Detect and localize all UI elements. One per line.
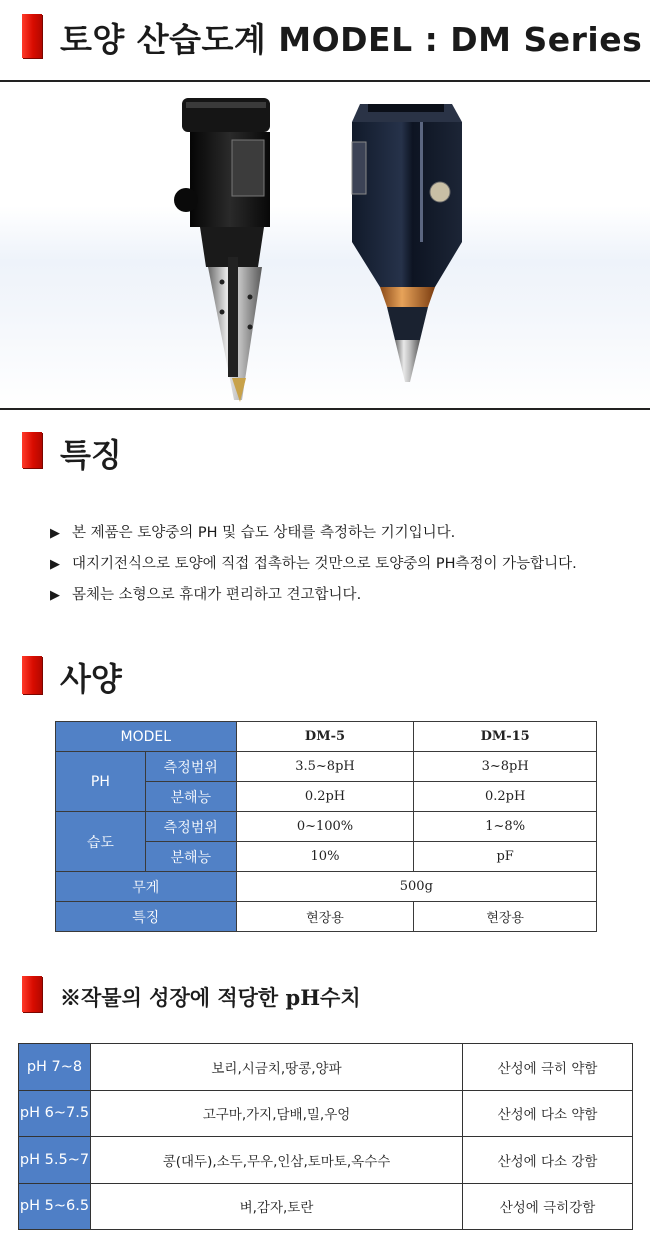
crops: 고구마,가지,담배,밀,우엉 (91, 1090, 463, 1137)
spec-table (55, 721, 597, 932)
title-bar (0, 0, 650, 80)
features-heading (22, 432, 322, 472)
table-row (56, 902, 597, 932)
title-marker-icon (22, 14, 42, 58)
humidity-resolution-label: 분해능 (145, 842, 236, 872)
feature-text: 몸체는 소형으로 휴대가 편리하고 견고합니다. (72, 587, 362, 603)
arrow-bullet-icon: ▶ (50, 526, 60, 541)
ph-range-dm15: 3~8pH (414, 752, 597, 782)
ph-resolution-dm15: 0.2pH (414, 782, 597, 812)
ph-resolution-dm5: 0.2pH (236, 782, 414, 812)
weight-value: 500g (236, 872, 596, 902)
ph-marker-icon (22, 976, 42, 1012)
ph-value: pH 5~6.5 (19, 1183, 91, 1230)
ph-range-dm5: 3.5~8pH (236, 752, 414, 782)
table-row (19, 1044, 633, 1091)
feature-label: 특징 (56, 902, 237, 932)
list-item (50, 549, 640, 580)
crops: 벼,감자,토란 (91, 1183, 463, 1230)
list-item (50, 518, 640, 549)
features-list (50, 518, 640, 611)
table-row (19, 1183, 633, 1230)
feature-dm5: 현장용 (236, 902, 414, 932)
humidity-range-dm15: 1~8% (414, 812, 597, 842)
crops: 콩(대두),소두,무우,인삼,토마토,옥수수 (91, 1137, 463, 1184)
feature-text: 대지기전식으로 토양에 직접 접촉하는 것만으로 토양중의 PH측정이 가능합니다. (72, 556, 577, 572)
ph-value: pH 6~7.5 (19, 1090, 91, 1137)
weight-label: 무게 (56, 872, 237, 902)
table-row (56, 872, 597, 902)
specs-marker-icon (22, 656, 42, 694)
humidity-resolution-dm5: 10% (236, 842, 414, 872)
model-dm15: DM-15 (414, 722, 597, 752)
acidity: 산성에 극히 약함 (463, 1044, 633, 1091)
acidity: 산성에 다소 강함 (463, 1137, 633, 1184)
ph-heading-text: ※작물의 성장에 적당한 pH수치 (60, 985, 361, 1010)
acidity: 산성에 극히강함 (463, 1183, 633, 1230)
feature-dm15: 현장용 (414, 902, 597, 932)
table-row (19, 1090, 633, 1137)
model-dm5: DM-5 (236, 722, 414, 752)
specs-heading (22, 656, 322, 696)
features-marker-icon (22, 432, 42, 468)
table-row (56, 752, 597, 782)
specs-heading-text: 사양 (60, 660, 122, 698)
meter-dm5-icon (174, 98, 270, 402)
acidity: 산성에 다소 약함 (463, 1090, 633, 1137)
meter-dm15-icon (352, 104, 462, 382)
product-illustration (0, 82, 650, 410)
table-row (19, 1137, 633, 1184)
arrow-bullet-icon: ▶ (50, 557, 60, 572)
humidity-range-label: 측정범위 (145, 812, 236, 842)
humidity-range-dm5: 0~100% (236, 812, 414, 842)
ph-value: pH 5.5~7 (19, 1137, 91, 1184)
model-label: MODEL (56, 722, 237, 752)
ph-table (18, 1043, 633, 1230)
product-photo (0, 80, 650, 410)
table-row (56, 722, 597, 752)
crops: 보리,시금치,땅콩,양파 (91, 1044, 463, 1091)
features-heading-text: 특징 (60, 436, 122, 474)
ph-range-label: 측정범위 (145, 752, 236, 782)
ph-resolution-label: 분해능 (145, 782, 236, 812)
ph-label: PH (56, 752, 146, 812)
list-item (50, 580, 640, 611)
arrow-bullet-icon: ▶ (50, 588, 60, 603)
ph-heading (22, 976, 422, 1016)
feature-text: 본 제품은 토양중의 PH 및 습도 상태를 측정하는 기기입니다. (72, 525, 456, 541)
table-row (56, 812, 597, 842)
humidity-resolution-dm15: pF (414, 842, 597, 872)
page-title: 토양 산습도계 MODEL : DM Series (60, 20, 643, 59)
ph-value: pH 7~8 (19, 1044, 91, 1091)
humidity-label: 습도 (56, 812, 146, 872)
